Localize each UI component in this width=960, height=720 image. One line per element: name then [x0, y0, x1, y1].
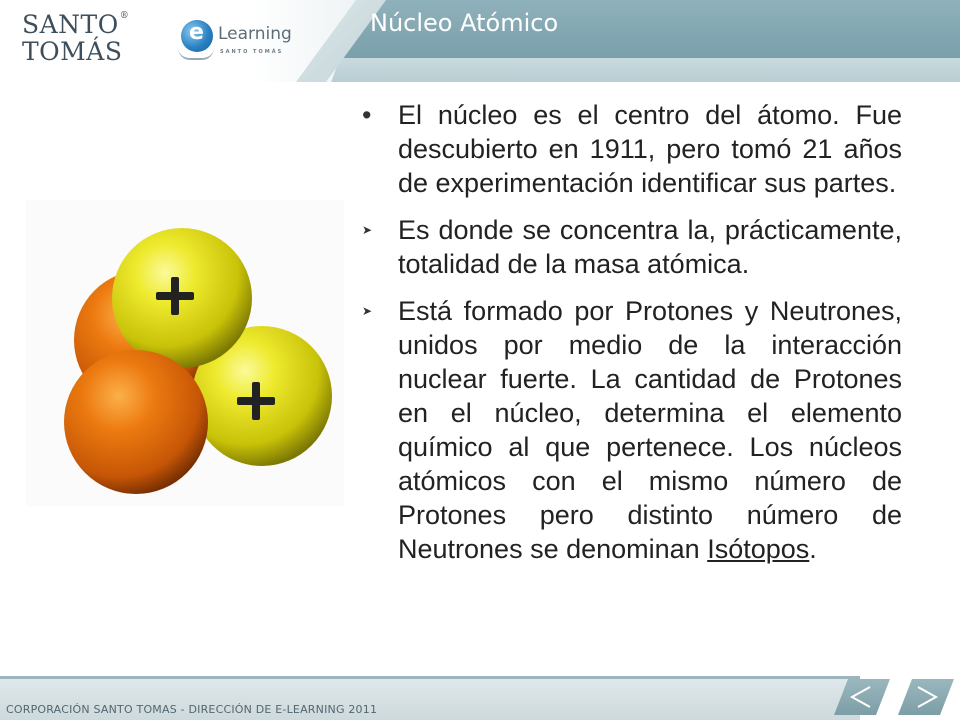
next-slide-button[interactable] [898, 679, 954, 715]
bullet-text-end: . [809, 534, 817, 564]
bullet-item [362, 213, 902, 281]
header [0, 0, 960, 82]
logo-line-1: SANTO [22, 10, 119, 39]
elearning-wordmark: Learning [218, 24, 292, 44]
elearning-logo [178, 14, 308, 64]
bullet-text: Está formado por Protones y Neutrones, unidos por medio de la interacción nuclear fuerte. La cantidad de Protones en el núcleo, determina el elemento químico al que pertenece. Los núcleos atómicos con el mismo número de Protones pero distinto número de Neutrones se denominan [398, 296, 902, 564]
footer-text: CORPORACIÓN SANTO TOMAS - DIRECCIÓN DE E-LEARNING 2011 [6, 703, 378, 716]
elearning-letter: e [189, 20, 204, 45]
isotopos-link[interactable]: Isótopos [707, 534, 810, 564]
bullet-item [362, 98, 902, 200]
nucleus-illustration [26, 200, 344, 506]
neutron-front [64, 350, 208, 494]
bullet-text: Es donde se concentra la, prácticamente, totalidad de la masa atómica. [398, 215, 902, 279]
bullet-arrow-icon: ➤ [362, 304, 373, 318]
elearning-subtitle: SANTO TOMÁS [220, 49, 284, 55]
santo-tomas-logo [22, 12, 132, 68]
elearning-swoosh-icon [178, 48, 214, 60]
bullet-dot-icon: • [362, 100, 372, 130]
logo-line-2: TOMÁS [22, 37, 123, 66]
content-area [362, 98, 902, 579]
slide-title: Núcleo Atómico [370, 9, 559, 37]
nucleus-illustration-svg [26, 200, 344, 506]
logo-registered-mark: ® [119, 11, 130, 21]
bullet-arrow-icon: ➤ [362, 223, 373, 237]
chevron-right-icon [898, 679, 954, 715]
bullet-text: El núcleo es el centro del átomo. Fue descubierto en 1911, pero tomó 21 años de experimentación identificar sus partes. [398, 100, 902, 198]
bullet-item [362, 294, 902, 566]
